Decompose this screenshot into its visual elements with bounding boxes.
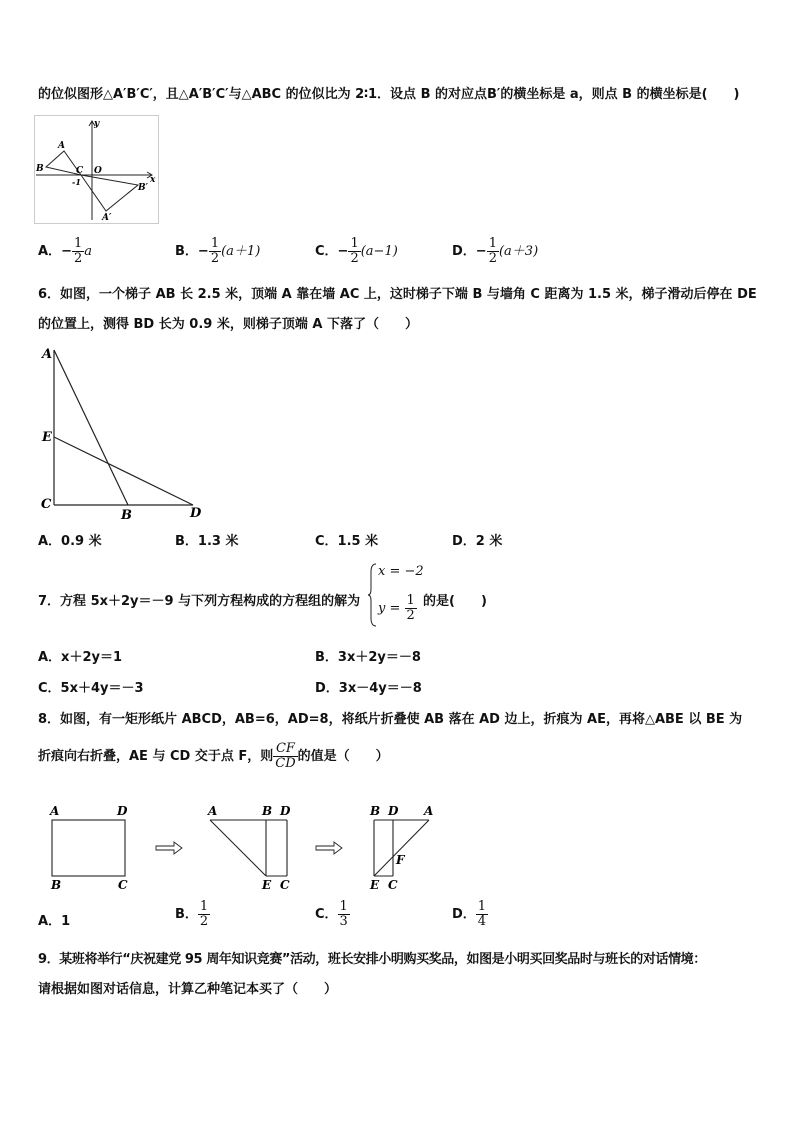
q8-stem-line1: 8．如图，有一矩形纸片 ABCD，AB=6，AD=8，将纸片折叠使 AB 落在 AD 边上，折痕为 AE，再将△ABE 以 BE 为 (38, 712, 743, 727)
q8-fig3-label: E (370, 878, 380, 892)
q5-fig-label: A (58, 141, 65, 151)
q8-fig1-label: C (118, 878, 128, 892)
right-arrow-icon (316, 842, 342, 854)
q5-fig-label: B (36, 164, 44, 174)
q5-stem: 的位似图形△A′B′C′，且△A′B′C′与△ABC 的位似比为 2∶1．设点 B 的对应点B′的横坐标是 a，则点 B 的横坐标是( ) (38, 87, 740, 102)
q8-option-c[interactable]: C． $\frac{1}{3}$ (315, 899, 348, 929)
q7-option-a[interactable]: A．x＋2y＝1 (38, 650, 123, 665)
q7-option-b[interactable]: B．3x＋2y＝－8 (315, 650, 421, 665)
right-arrow-icon (156, 842, 182, 854)
q8-fig3-label: B (370, 804, 381, 818)
q6-fig-label: C (41, 497, 52, 512)
q5-option-b[interactable]: B．− $\frac{1}{2}$ (a＋1) (175, 236, 261, 266)
q8-fig2-label: E (262, 878, 272, 892)
q6-fig-label: E (42, 430, 52, 445)
q8-stem-line2: 折痕向右折叠，AE 与 CD 交于点 F，则 $\frac{CF}{CD}$ 的值是（ ） (38, 741, 389, 771)
q5-option-a[interactable]: A．− $\frac{1}{2}$ a (38, 236, 93, 266)
q8-fig2-label: D (280, 804, 291, 818)
q8-fig3-label: A (424, 804, 434, 818)
q5-fig-label: B′ (138, 183, 148, 193)
q6-stem-line1: 6．如图，一个梯子 AB 长 2.5 米，顶端 A 靠在墙 AC 上，这时梯子下端 B 与墙角 C 距离为 1.5 米，梯子滑动后停在 DE (38, 287, 757, 302)
q6-option-a[interactable]: A．0.9 米 (38, 534, 102, 549)
q8-option-b[interactable]: B． $\frac{1}{2}$ (175, 899, 209, 929)
q8-fig3-label: C (388, 878, 398, 892)
q5-fig-label: -1 (72, 177, 81, 187)
q5-option-c[interactable]: C．− $\frac{1}{2}$ (a−1) (315, 236, 398, 266)
q7-option-d[interactable]: D．3x－4y＝－8 (315, 681, 422, 696)
q5-coordinate-figure (34, 115, 160, 225)
q5-fig-label: y (94, 119, 100, 129)
q7-system-brace (368, 562, 378, 628)
q7-stem: 7．方程 5x＋2y＝－9 与下列方程构成的方程组的解为 (38, 594, 361, 609)
q6-fig-label: B (121, 508, 132, 522)
q6-stem-line2: 的位置上，测得 BD 长为 0.9 米，则梯子顶端 A 下落了（ ） (38, 317, 418, 332)
q7-option-c[interactable]: C．5x＋4y＝－3 (38, 681, 144, 696)
q5-fig-label: x (150, 175, 156, 185)
q5-fig-label: A′ (102, 213, 112, 223)
q5-fig-label: O (94, 166, 102, 176)
q5-fig-label: C (76, 166, 84, 176)
q6-option-d[interactable]: D．2 米 (452, 534, 503, 549)
q8-fig2-label: C (280, 878, 290, 892)
q8-fig3-label: D (388, 804, 399, 818)
q6-option-c[interactable]: C．1.5 米 (315, 534, 379, 549)
q8-fig2-label: B (262, 804, 273, 818)
q7-system-y: y = $\frac{1}{2}$ (378, 593, 415, 623)
q6-option-b[interactable]: B．1.3 米 (175, 534, 239, 549)
q6-fig-label: A (42, 347, 53, 362)
q8-fig1-label: A (50, 804, 60, 818)
q7-stem-tail: 的是( ) (423, 594, 487, 609)
q6-ladder-figure (38, 340, 208, 522)
q8-fig3-label: F (396, 853, 405, 867)
q6-fig-label: D (190, 506, 202, 521)
q8-fig1-label: B (51, 878, 62, 892)
q8-fig2-label: A (208, 804, 218, 818)
q8-option-d[interactable]: D． $\frac{1}{4}$ (452, 899, 487, 929)
q9-stem-line2: 请根据如图对话信息，计算乙种笔记本买了（ ） (38, 982, 338, 997)
q8-option-a[interactable]: A．1 (38, 914, 71, 929)
q7-system-x: x = −2 (378, 564, 424, 579)
q5-option-d[interactable]: D．− $\frac{1}{2}$ (a＋3) (452, 236, 539, 266)
q8-fold-figures (40, 800, 450, 894)
q9-stem-line1: 9．某班将举行“庆祝建党 95 周年知识竞赛”活动，班长安排小明购买奖品，如图是小明买回奖品时与班长的对话情境： (38, 952, 706, 967)
q8-fig1-label: D (117, 804, 128, 818)
